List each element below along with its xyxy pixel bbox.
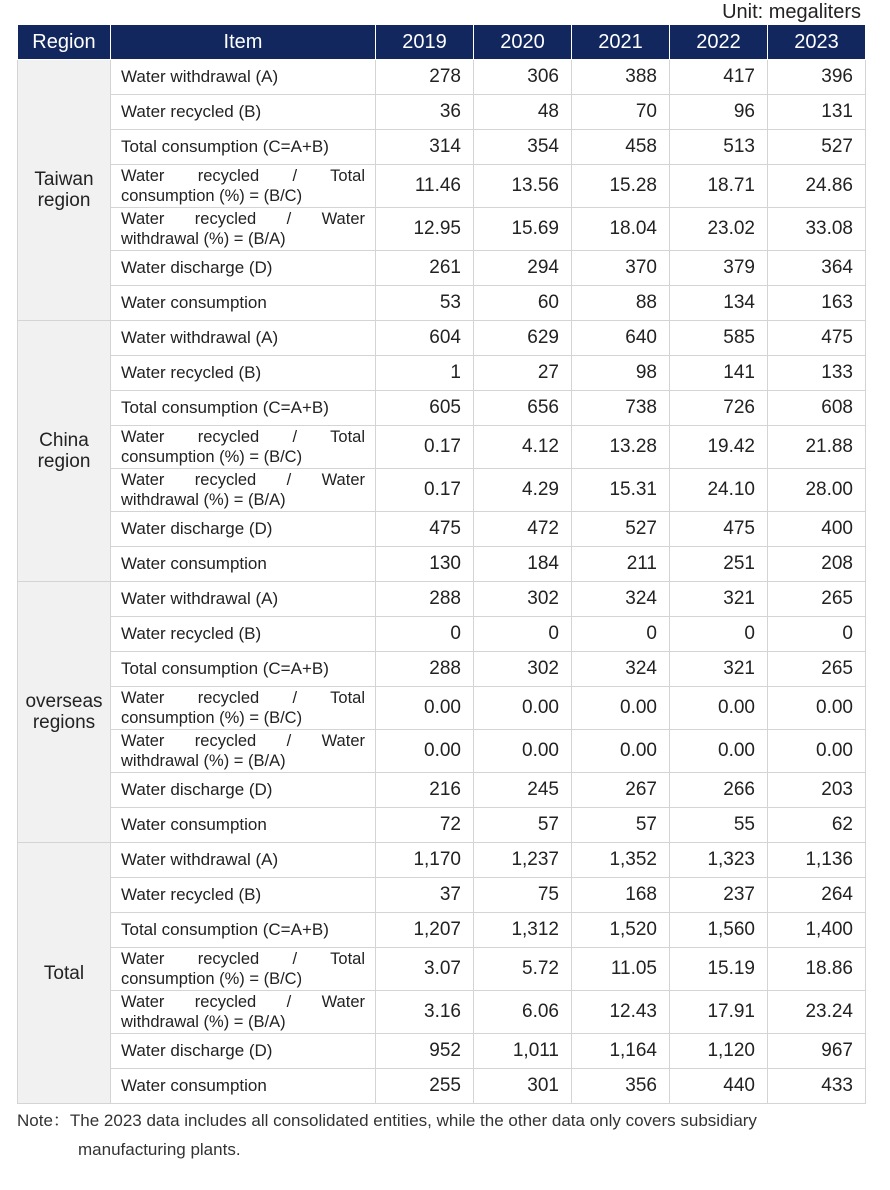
header-2019: 2019 bbox=[376, 25, 474, 60]
header-row bbox=[18, 25, 866, 60]
value-cell: 417 bbox=[670, 60, 768, 95]
value-cell: 4.12 bbox=[474, 426, 572, 469]
table-row bbox=[18, 1034, 866, 1069]
value-cell: 36 bbox=[376, 95, 474, 130]
table-row bbox=[18, 251, 866, 286]
region-cell: overseas regions bbox=[18, 582, 111, 843]
value-cell: 17.91 bbox=[670, 991, 768, 1034]
value-cell: 4.29 bbox=[474, 469, 572, 512]
value-cell: 15.28 bbox=[572, 165, 670, 208]
value-cell: 0 bbox=[572, 617, 670, 652]
table-row bbox=[18, 547, 866, 582]
value-cell: 168 bbox=[572, 878, 670, 913]
value-cell: 261 bbox=[376, 251, 474, 286]
value-cell: 0.00 bbox=[376, 687, 474, 730]
value-cell: 1,352 bbox=[572, 843, 670, 878]
value-cell: 15.69 bbox=[474, 208, 572, 251]
value-cell: 0.00 bbox=[768, 730, 866, 773]
value-cell: 354 bbox=[474, 130, 572, 165]
value-cell: 88 bbox=[572, 286, 670, 321]
table-row bbox=[18, 991, 866, 1034]
value-cell: 163 bbox=[768, 286, 866, 321]
value-cell: 1 bbox=[376, 356, 474, 391]
value-cell: 321 bbox=[670, 582, 768, 617]
table-row bbox=[18, 512, 866, 547]
value-cell: 3.07 bbox=[376, 948, 474, 991]
value-cell: 130 bbox=[376, 547, 474, 582]
value-cell: 1,170 bbox=[376, 843, 474, 878]
value-cell: 57 bbox=[572, 808, 670, 843]
item-cell: Water recycled / Total consumption (%) = (B/C) bbox=[111, 948, 376, 991]
value-cell: 370 bbox=[572, 251, 670, 286]
value-cell: 1,400 bbox=[768, 913, 866, 948]
value-cell: 12.43 bbox=[572, 991, 670, 1034]
item-cell: Water consumption bbox=[111, 1069, 376, 1104]
value-cell: 0.00 bbox=[670, 730, 768, 773]
region-cell: Total bbox=[18, 843, 111, 1104]
value-cell: 356 bbox=[572, 1069, 670, 1104]
value-cell: 301 bbox=[474, 1069, 572, 1104]
table-row bbox=[18, 843, 866, 878]
value-cell: 314 bbox=[376, 130, 474, 165]
value-cell: 267 bbox=[572, 773, 670, 808]
value-cell: 288 bbox=[376, 582, 474, 617]
item-cell: Water recycled (B) bbox=[111, 878, 376, 913]
value-cell: 475 bbox=[376, 512, 474, 547]
value-cell: 0.00 bbox=[572, 687, 670, 730]
value-cell: 1,164 bbox=[572, 1034, 670, 1069]
header-2022: 2022 bbox=[670, 25, 768, 60]
table-row bbox=[18, 687, 866, 730]
water-data-table bbox=[17, 24, 866, 1104]
item-cell: Water consumption bbox=[111, 808, 376, 843]
value-cell: 306 bbox=[474, 60, 572, 95]
item-cell: Total consumption (C=A+B) bbox=[111, 652, 376, 687]
unit-label: Unit: megaliters bbox=[722, 1, 861, 23]
item-cell: Water recycled (B) bbox=[111, 617, 376, 652]
table-row bbox=[18, 773, 866, 808]
item-cell: Water consumption bbox=[111, 547, 376, 582]
value-cell: 513 bbox=[670, 130, 768, 165]
header-2020: 2020 bbox=[474, 25, 572, 60]
value-cell: 396 bbox=[768, 60, 866, 95]
value-cell: 264 bbox=[768, 878, 866, 913]
value-cell: 608 bbox=[768, 391, 866, 426]
value-cell: 379 bbox=[670, 251, 768, 286]
footnote bbox=[17, 1106, 867, 1164]
value-cell: 208 bbox=[768, 547, 866, 582]
item-cell: Water discharge (D) bbox=[111, 251, 376, 286]
footnote-line-1: Note：The 2023 data includes all consolidated entities, while the other data only covers subsidiary bbox=[17, 1111, 757, 1130]
value-cell: 96 bbox=[670, 95, 768, 130]
value-cell: 33.08 bbox=[768, 208, 866, 251]
item-cell: Total consumption (C=A+B) bbox=[111, 913, 376, 948]
value-cell: 605 bbox=[376, 391, 474, 426]
value-cell: 211 bbox=[572, 547, 670, 582]
value-cell: 321 bbox=[670, 652, 768, 687]
item-cell: Water recycled / Water withdrawal (%) = (B/A) bbox=[111, 208, 376, 251]
value-cell: 266 bbox=[670, 773, 768, 808]
value-cell: 278 bbox=[376, 60, 474, 95]
value-cell: 11.05 bbox=[572, 948, 670, 991]
item-cell: Water discharge (D) bbox=[111, 1034, 376, 1069]
value-cell: 738 bbox=[572, 391, 670, 426]
value-cell: 18.04 bbox=[572, 208, 670, 251]
item-cell: Water recycled / Total consumption (%) = (B/C) bbox=[111, 687, 376, 730]
value-cell: 1,120 bbox=[670, 1034, 768, 1069]
value-cell: 604 bbox=[376, 321, 474, 356]
value-cell: 1,312 bbox=[474, 913, 572, 948]
item-cell: Water recycled / Total consumption (%) = (B/C) bbox=[111, 426, 376, 469]
region-cell: China region bbox=[18, 321, 111, 582]
value-cell: 15.19 bbox=[670, 948, 768, 991]
value-cell: 72 bbox=[376, 808, 474, 843]
value-cell: 1,520 bbox=[572, 913, 670, 948]
table-body bbox=[18, 60, 866, 1104]
value-cell: 21.88 bbox=[768, 426, 866, 469]
value-cell: 0.17 bbox=[376, 469, 474, 512]
table-row bbox=[18, 60, 866, 95]
value-cell: 1,560 bbox=[670, 913, 768, 948]
table-row bbox=[18, 391, 866, 426]
value-cell: 75 bbox=[474, 878, 572, 913]
table-row bbox=[18, 321, 866, 356]
value-cell: 324 bbox=[572, 582, 670, 617]
header-2023: 2023 bbox=[768, 25, 866, 60]
value-cell: 0.00 bbox=[474, 687, 572, 730]
value-cell: 5.72 bbox=[474, 948, 572, 991]
table-row bbox=[18, 469, 866, 512]
item-cell: Total consumption (C=A+B) bbox=[111, 391, 376, 426]
table-row bbox=[18, 426, 866, 469]
value-cell: 3.16 bbox=[376, 991, 474, 1034]
value-cell: 23.24 bbox=[768, 991, 866, 1034]
table-row bbox=[18, 913, 866, 948]
value-cell: 15.31 bbox=[572, 469, 670, 512]
value-cell: 388 bbox=[572, 60, 670, 95]
table-row bbox=[18, 130, 866, 165]
value-cell: 12.95 bbox=[376, 208, 474, 251]
value-cell: 1,136 bbox=[768, 843, 866, 878]
value-cell: 629 bbox=[474, 321, 572, 356]
table-row bbox=[18, 652, 866, 687]
value-cell: 18.71 bbox=[670, 165, 768, 208]
item-cell: Water recycled / Water withdrawal (%) = (B/A) bbox=[111, 730, 376, 773]
value-cell: 57 bbox=[474, 808, 572, 843]
value-cell: 60 bbox=[474, 286, 572, 321]
item-cell: Water discharge (D) bbox=[111, 773, 376, 808]
value-cell: 27 bbox=[474, 356, 572, 391]
value-cell: 13.28 bbox=[572, 426, 670, 469]
item-cell: Total consumption (C=A+B) bbox=[111, 130, 376, 165]
item-cell: Water recycled (B) bbox=[111, 356, 376, 391]
table-row bbox=[18, 582, 866, 617]
value-cell: 726 bbox=[670, 391, 768, 426]
value-cell: 0 bbox=[474, 617, 572, 652]
value-cell: 1,011 bbox=[474, 1034, 572, 1069]
value-cell: 19.42 bbox=[670, 426, 768, 469]
value-cell: 294 bbox=[474, 251, 572, 286]
value-cell: 0 bbox=[768, 617, 866, 652]
item-cell: Water withdrawal (A) bbox=[111, 582, 376, 617]
item-cell: Water consumption bbox=[111, 286, 376, 321]
value-cell: 324 bbox=[572, 652, 670, 687]
table-row bbox=[18, 948, 866, 991]
value-cell: 255 bbox=[376, 1069, 474, 1104]
item-cell: Water withdrawal (A) bbox=[111, 843, 376, 878]
value-cell: 527 bbox=[768, 130, 866, 165]
value-cell: 13.56 bbox=[474, 165, 572, 208]
value-cell: 265 bbox=[768, 582, 866, 617]
value-cell: 952 bbox=[376, 1034, 474, 1069]
value-cell: 265 bbox=[768, 652, 866, 687]
header-2021: 2021 bbox=[572, 25, 670, 60]
value-cell: 131 bbox=[768, 95, 866, 130]
table-row bbox=[18, 165, 866, 208]
value-cell: 11.46 bbox=[376, 165, 474, 208]
value-cell: 55 bbox=[670, 808, 768, 843]
value-cell: 1,323 bbox=[670, 843, 768, 878]
value-cell: 245 bbox=[474, 773, 572, 808]
value-cell: 656 bbox=[474, 391, 572, 426]
table-row bbox=[18, 878, 866, 913]
table-row bbox=[18, 730, 866, 773]
item-cell: Water recycled (B) bbox=[111, 95, 376, 130]
value-cell: 475 bbox=[670, 512, 768, 547]
value-cell: 0.00 bbox=[670, 687, 768, 730]
value-cell: 28.00 bbox=[768, 469, 866, 512]
item-cell: Water recycled / Water withdrawal (%) = (B/A) bbox=[111, 991, 376, 1034]
table-row bbox=[18, 208, 866, 251]
value-cell: 475 bbox=[768, 321, 866, 356]
value-cell: 37 bbox=[376, 878, 474, 913]
value-cell: 251 bbox=[670, 547, 768, 582]
value-cell: 0.00 bbox=[376, 730, 474, 773]
value-cell: 585 bbox=[670, 321, 768, 356]
header-item: Item bbox=[111, 25, 376, 60]
value-cell: 472 bbox=[474, 512, 572, 547]
value-cell: 133 bbox=[768, 356, 866, 391]
value-cell: 0.00 bbox=[768, 687, 866, 730]
value-cell: 640 bbox=[572, 321, 670, 356]
value-cell: 527 bbox=[572, 512, 670, 547]
value-cell: 1,207 bbox=[376, 913, 474, 948]
value-cell: 302 bbox=[474, 582, 572, 617]
value-cell: 134 bbox=[670, 286, 768, 321]
value-cell: 6.06 bbox=[474, 991, 572, 1034]
value-cell: 0.00 bbox=[474, 730, 572, 773]
value-cell: 216 bbox=[376, 773, 474, 808]
value-cell: 70 bbox=[572, 95, 670, 130]
table-row bbox=[18, 356, 866, 391]
value-cell: 23.02 bbox=[670, 208, 768, 251]
value-cell: 302 bbox=[474, 652, 572, 687]
footnote-line-2: manufacturing plants. bbox=[78, 1140, 241, 1159]
item-cell: Water recycled / Total consumption (%) = (B/C) bbox=[111, 165, 376, 208]
value-cell: 288 bbox=[376, 652, 474, 687]
value-cell: 53 bbox=[376, 286, 474, 321]
value-cell: 24.10 bbox=[670, 469, 768, 512]
value-cell: 141 bbox=[670, 356, 768, 391]
table-row bbox=[18, 808, 866, 843]
value-cell: 458 bbox=[572, 130, 670, 165]
value-cell: 0 bbox=[670, 617, 768, 652]
table-row bbox=[18, 95, 866, 130]
item-cell: Water withdrawal (A) bbox=[111, 60, 376, 95]
item-cell: Water recycled / Water withdrawal (%) = (B/A) bbox=[111, 469, 376, 512]
value-cell: 1,237 bbox=[474, 843, 572, 878]
value-cell: 0.17 bbox=[376, 426, 474, 469]
value-cell: 203 bbox=[768, 773, 866, 808]
value-cell: 18.86 bbox=[768, 948, 866, 991]
table-row bbox=[18, 1069, 866, 1104]
value-cell: 440 bbox=[670, 1069, 768, 1104]
value-cell: 400 bbox=[768, 512, 866, 547]
item-cell: Water withdrawal (A) bbox=[111, 321, 376, 356]
value-cell: 967 bbox=[768, 1034, 866, 1069]
region-cell: Taiwan region bbox=[18, 60, 111, 321]
value-cell: 433 bbox=[768, 1069, 866, 1104]
item-cell: Water discharge (D) bbox=[111, 512, 376, 547]
value-cell: 0 bbox=[376, 617, 474, 652]
value-cell: 48 bbox=[474, 95, 572, 130]
table-row bbox=[18, 286, 866, 321]
value-cell: 364 bbox=[768, 251, 866, 286]
header-region: Region bbox=[18, 25, 111, 60]
table-row bbox=[18, 617, 866, 652]
value-cell: 237 bbox=[670, 878, 768, 913]
value-cell: 24.86 bbox=[768, 165, 866, 208]
value-cell: 184 bbox=[474, 547, 572, 582]
value-cell: 62 bbox=[768, 808, 866, 843]
value-cell: 0.00 bbox=[572, 730, 670, 773]
value-cell: 98 bbox=[572, 356, 670, 391]
